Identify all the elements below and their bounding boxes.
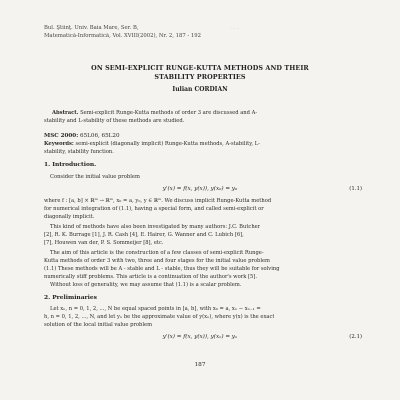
para3-line2: Kutta methods of order 3 with two, three and four stages for the initial value problem bbox=[44, 258, 270, 264]
prelim-line1: Let xₙ, n = 0, 1, 2, ..., N be equal spaced points in [a, b], with x₀ = a, xₙ − xₙ₋₁ = bbox=[50, 306, 261, 312]
equation-number-2-1: (2.1) bbox=[349, 334, 362, 340]
para2-line3: [7], Houwen van der, P. S. Sommeijer [8], etc. bbox=[44, 240, 164, 246]
equation-1-1: y'(x) = f(x, y(x)), y(x₀) = y₀ bbox=[162, 186, 238, 192]
para3-line4: numerically stiff problems. This article is a continuation of the author's work [5]. bbox=[44, 274, 257, 280]
equation-2-1: y'(x) = f(x, y(x)), y(xₙ) = yₙ bbox=[162, 334, 238, 340]
para1-line1: where f : [a, b] × ℝᵐ → ℝᵐ, x₀ = a, y₀, y ∈ ℝᵐ. We discuss implicit Runge-Kutta method bbox=[44, 198, 272, 204]
para4-line1: Without loss of generality, we may assume that (1.1) is a scalar problem. bbox=[50, 282, 242, 288]
paper-title-line2: STABILITY PROPERTIES bbox=[154, 73, 246, 81]
msc-line bbox=[44, 133, 120, 139]
prelim-line3: solution of the local initial value problem bbox=[44, 322, 153, 328]
journal-header-line2: Matematică-Informatică, Vol. XVIII(2002), Nr. 2, 187 - 192 bbox=[44, 33, 201, 39]
intro-sentence: Consider the initial value problem bbox=[50, 174, 140, 180]
section-heading-preliminaries: 2. Preliminaries bbox=[44, 294, 97, 301]
para3-line1: The aim of this article is the construction of a few classes of semi-explicit Runge- bbox=[50, 250, 264, 256]
para2-line1: This kind of methods have also been investigated by many authors: J.C. Butcher bbox=[50, 224, 261, 230]
abstract-line2: stability and L-stability of these methods are studied. bbox=[44, 118, 185, 124]
bleed-through-mark: · · · bbox=[230, 26, 238, 32]
para1-line2: for numerical integration of (1.1), having a special form, and called semi-explicit or bbox=[44, 206, 264, 212]
journal-header-line1: Bul. Ştiinţ. Univ. Baia Mare, Ser. B, bbox=[44, 25, 139, 31]
keywords-text-1: semi-explicit (diagonally implicit) Runge-Kutta methods, A-stability, L- bbox=[75, 141, 260, 147]
author-name: Iulian CORDIAN bbox=[172, 86, 228, 93]
paper-title-line1: ON SEMI-EXPLICIT RUNGE-KUTTA METHODS AND THEIR bbox=[91, 64, 309, 72]
msc-label: MSC 2000: bbox=[44, 133, 79, 139]
page-number: 187 bbox=[194, 362, 206, 368]
abstract-line1 bbox=[52, 110, 257, 116]
section-heading-introduction: 1. Introduction. bbox=[44, 161, 97, 168]
abstract-label: Abstract. bbox=[52, 110, 79, 116]
abstract-text-1: Semi-explicit Runge-Kutta methods of order 3 are discussed and A- bbox=[80, 110, 258, 116]
para1-line3: diagonally implicit. bbox=[44, 214, 95, 220]
keywords-label: Keywords: bbox=[44, 141, 74, 147]
para2-line2: [2], R. K. Burrage [1], J. R. Cash [4], E. Hairer, G. Wanner and C. Lubich [6], bbox=[44, 232, 244, 238]
msc-value: 65L06, 65L20 bbox=[80, 133, 120, 139]
para3-line3: (1.1) These methods will be A - stable and L - stable, thus they will be suitable for solving bbox=[44, 266, 280, 272]
keywords-line1 bbox=[44, 141, 260, 147]
keywords-line2: stability, stability function. bbox=[44, 149, 114, 155]
equation-number-1-1: (1.1) bbox=[349, 186, 362, 192]
prelim-line2: h, n = 0, 1, 2, ..., N, and let yₙ be the approximate value of y(xₙ), where y(x) is the exact bbox=[44, 314, 275, 320]
